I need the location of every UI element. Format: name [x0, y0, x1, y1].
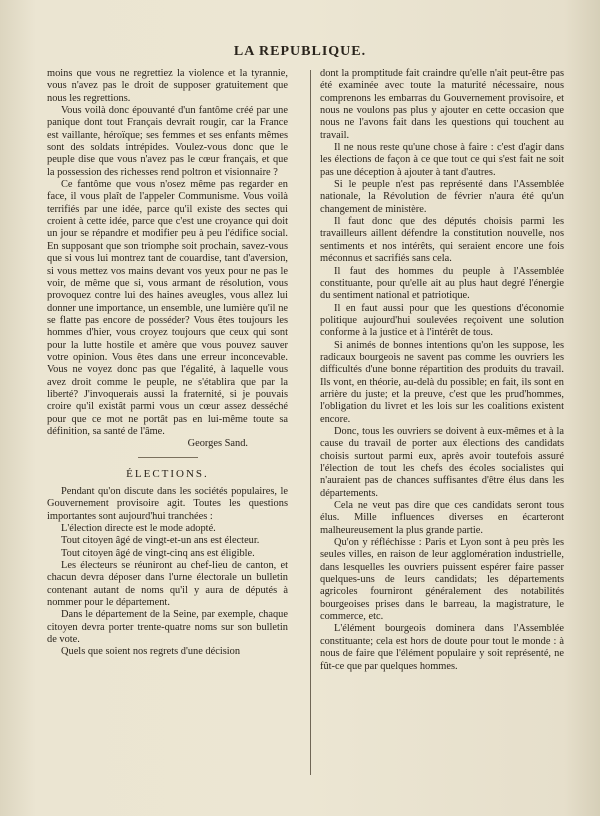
- paragraph: Pendant qu'on discute dans les sociétés populaires, le Gouvernement provisoire agit. Toutes les questions importantes sont aujourd'hui tranchées :: [47, 486, 288, 522]
- paragraph: Il faut donc que des députés choisis parmi les travailleurs aillent défendre la constitution nouvelle, nos sentiments et nos intérêts, qui seraient encore une fois méconnus et sacrifiés sans cela.: [320, 216, 564, 265]
- paragraph: Si animés de bonnes intentions qu'on les suppose, les radicaux bourgeois ne savent pas comme les ouvriers les difficultés d'une bonne répartition des produits du travail. Ils vont, en théorie, au-delà du possible; en fait, ils sont en arrière du juste; et la preuve, c'est que les prud'hommes, l'obligation du livret et les lois sur les coalitions existent encore.: [320, 339, 564, 425]
- paragraph: Donc, tous les ouvriers se doivent à eux-mêmes et à la cause du travail de porter aux élections des candidats choisis surtout parmi eux, après avoir toutefois assuré l'élection de tout les chefs des écoles socialistes qui n'auraient pas de chances suffisantes d'être élus dans les départements.: [320, 425, 564, 499]
- column-rule: [310, 70, 311, 775]
- paragraph: Cela ne veut pas dire que ces candidats seront tous élus. Mille influences diverses en écarteront malheureusement la plus grande partie.: [320, 500, 564, 536]
- paragraph: Vous voilà donc épouvanté d'un fantôme créé par une panique dont tout Français devrait rougir, car la France est vaillante, héroïque; ses femmes et ses enfants mêmes sont des soldats intrépides. Voulez-vous donc que le peuple dise que vous n'avez pas le cœur français, et que la possession des richesses rend poltron et visionnaire ?: [47, 105, 288, 178]
- right-column: [320, 68, 564, 673]
- paragraph: Il faut des hommes du peuple à l'Assemblée constituante, pour qu'elle ait au plus haut degré l'énergie du sentiment national et patriotique.: [320, 265, 564, 302]
- paragraph: Il en faut aussi pour que les questions d'économie politique aujourd'hui soulevées reçoivent une solution conforme à la justice et à l'intérêt de tous.: [320, 302, 564, 339]
- paragraph: Quels que soient nos regrets d'une décision: [61, 646, 241, 658]
- left-column: [47, 68, 288, 659]
- paragraph: L'élection directe est le mode adopté.: [61, 523, 216, 535]
- paragraph: Ce fantôme que vous n'osez même pas regarder en face, il vous plaît de l'appeler Communisme. Vous voilà terrifiés par une idée, parce qu'il existe des sectes qui croient à cette idée, parce que c'est une croyance qui doit un jour se répandre et modifier peu à peu l'édifice social. En supposant que son triomphe soit prochain, savez-vous que si vous lui montrez tant de couardise, tant d'aversion, si vous mettez vos mains devant vos yeux pour ne pas le voir, de même que si, vous armant de résolution, vous provoquez contre lui des haines aveugles, vous allez lui donner une importance, un ensemble, une lumière qu'il ne se flatte pas encore de posséder? Vous êtes toujours les hommes d'hier, vous croyez toujours que ceux qui sont pour la lutte hostile et amère que vous pouvez sauver votre opinion. Vous êtes dans une erreur inconcevable. Vous ne voyez donc pas que l'égalité, à laquelle vous avez droit comme le peuple, ne s'établira que par la liberté? J'invoquerais aussi la fraternité, si je pouvais croire qu'il existât parmi vous un cœur assez desséché pour que ce mot ne portât pas en lui-même toute sa définition, sa santé de l'âme.: [47, 179, 288, 437]
- paragraph: Il ne nous reste qu'une chose à faire : c'est d'agir dans les élections de façon à ce que tout ce qui s'est fait ne soit pas une déception à ajouter à tant d'autres.: [320, 142, 564, 178]
- paragraph: Les électeurs se réuniront au chef-lieu de canton, et chacun devra déposer dans l'urne électorale un bulletin contenant autant de noms qu'il y aura de députés à nommer pour le département.: [47, 560, 288, 609]
- paragraph: Tout citoyen âgé de vingt-et-un ans est électeur.: [61, 535, 260, 547]
- paragraph: Qu'on y réfléchisse : Paris et Lyon sont à peu près les seules villes, en raison de leur agglomération industrielle, dans lesquelles les ouvriers puissent espérer faire passer quelques-uns de leurs candidats; les départements agricoles fourniront généralement des notabilités bourgeoises prises dans le barreau, la magistrature, le commerce, etc.: [320, 537, 564, 623]
- section-divider: [138, 457, 198, 458]
- paragraph: moins que vous ne regrettiez la violence et la tyrannie, vous n'avez pas le droit de supposer gratuitement que nous les regrettions.: [47, 68, 288, 104]
- section-title: ÉLECTIONS.: [126, 467, 209, 480]
- paragraph: L'élément bourgeois dominera dans l'Assemblée constituante; cela est hors de doute pour tout le monde : à nous de faire que l'élément populaire y soit représenté, ne fût-ce que par quelques hommes.: [320, 623, 564, 672]
- paragraph: dont la promptitude fait craindre qu'elle n'ait peut-être pas été examinée avec toute la maturité nécessaire, nous comprenons les embarras du Gouvernement provisoire, et nous ne voulons pas plus y ajouter en cette occasion que nous ne l'avons fait dans les questions qui touchent au travail.: [320, 68, 564, 141]
- paragraph: Tout citoyen âgé de vingt-cinq ans est éligible.: [61, 547, 255, 559]
- signature: Georges Sand.: [187, 438, 248, 450]
- paragraph: Dans le département de la Seine, par exemple, chaque citoyen devra porter trente-quatre noms sur son bulletin de vote.: [47, 609, 288, 646]
- running-head: LA REPUBLIQUE.: [233, 44, 367, 59]
- paragraph: Si le peuple n'est pas représenté dans l'Assemblée nationale, la Révolution de février n'aura été qu'un changement de ministère.: [320, 179, 564, 215]
